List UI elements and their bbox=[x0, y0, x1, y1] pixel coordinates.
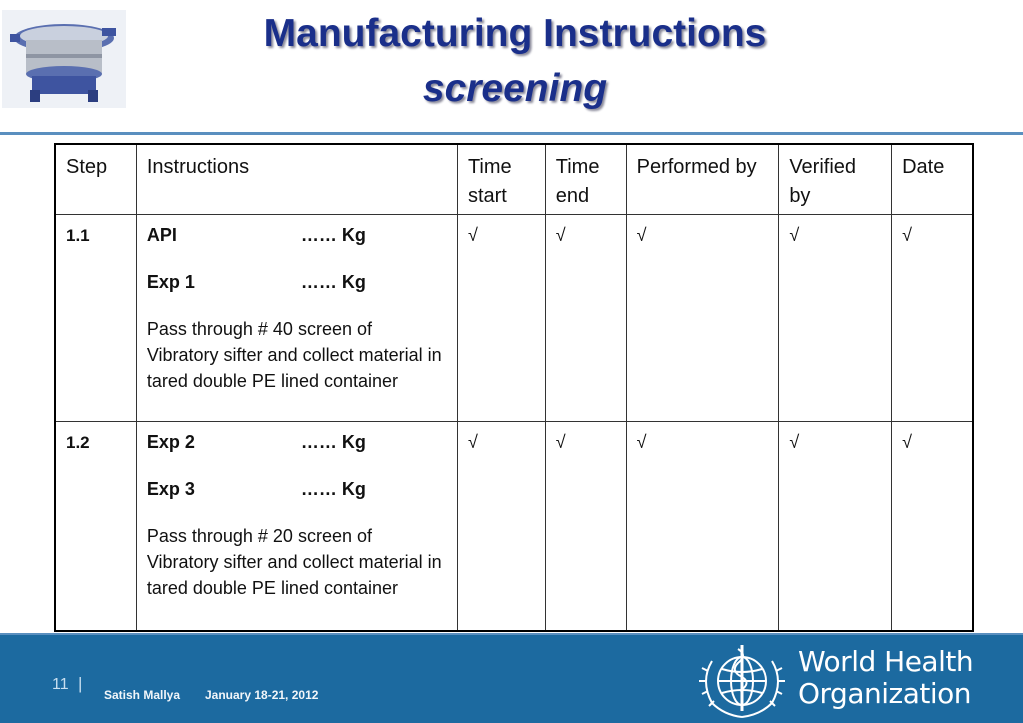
material-qty: …… Kg bbox=[300, 272, 366, 292]
col-header-step: Step bbox=[55, 144, 136, 215]
time-end-check: √ bbox=[545, 422, 626, 632]
footer-separator: | bbox=[78, 674, 83, 693]
date-check: √ bbox=[892, 215, 973, 422]
step-number: 1.2 bbox=[66, 433, 90, 452]
col-header-verified-by: Verified by bbox=[779, 144, 892, 215]
col-header-performed-by: Performed by bbox=[626, 144, 779, 215]
material-name: API bbox=[146, 225, 177, 245]
table-row bbox=[55, 215, 973, 422]
col-header-date: Date bbox=[892, 144, 973, 215]
header-divider bbox=[0, 132, 1023, 135]
time-end-check: √ bbox=[545, 215, 626, 422]
material-qty: …… Kg bbox=[300, 432, 366, 452]
material-qty: …… Kg bbox=[300, 225, 366, 245]
material-line bbox=[147, 222, 447, 248]
verified-by-check: √ bbox=[779, 422, 892, 632]
page-title: Manufacturing Instructions bbox=[263, 12, 767, 55]
who-emblem-icon bbox=[694, 641, 790, 721]
page-number: 11 bbox=[52, 676, 69, 693]
author-name: Satish Mallya bbox=[104, 688, 181, 702]
performed-by-check: √ bbox=[626, 215, 779, 422]
step-number: 1.1 bbox=[66, 226, 90, 245]
instruction-note: Pass through # 20 screen of Vibratory sifter and collect material in tared double PE lined container bbox=[146, 526, 442, 598]
material-name: Exp 3 bbox=[146, 479, 195, 499]
table-header-row bbox=[55, 144, 973, 215]
col-header-time-start: Time start bbox=[457, 144, 545, 215]
step-cell bbox=[55, 422, 136, 632]
presentation-date: January 18-21, 2012 bbox=[205, 688, 319, 702]
instructions-table bbox=[54, 143, 974, 632]
verified-by-check: √ bbox=[779, 215, 892, 422]
page-subtitle: screening bbox=[422, 67, 608, 110]
org-name-line2: Organization bbox=[798, 677, 972, 710]
date-check: √ bbox=[892, 422, 973, 632]
material-qty: …… Kg bbox=[300, 479, 366, 499]
vibratory-sifter-icon bbox=[2, 10, 126, 108]
material-name: Exp 2 bbox=[146, 432, 195, 452]
instruction-note: Pass through # 40 screen of Vibratory sifter and collect material in tared double PE lined container bbox=[146, 319, 442, 391]
org-name-line1: World Health bbox=[798, 645, 974, 678]
material-line bbox=[147, 269, 447, 295]
time-start-check: √ bbox=[457, 215, 545, 422]
instructions-cell bbox=[136, 215, 457, 422]
table-row bbox=[55, 422, 973, 632]
material-line bbox=[147, 429, 447, 455]
instructions-cell bbox=[136, 422, 457, 632]
col-header-time-end: Time end bbox=[545, 144, 626, 215]
who-wordmark bbox=[798, 646, 973, 710]
performed-by-check: √ bbox=[626, 422, 779, 632]
col-header-instructions: Instructions bbox=[136, 144, 457, 215]
material-name: Exp 1 bbox=[146, 272, 195, 292]
material-line bbox=[147, 476, 447, 502]
step-cell bbox=[55, 215, 136, 422]
time-start-check: √ bbox=[457, 422, 545, 632]
